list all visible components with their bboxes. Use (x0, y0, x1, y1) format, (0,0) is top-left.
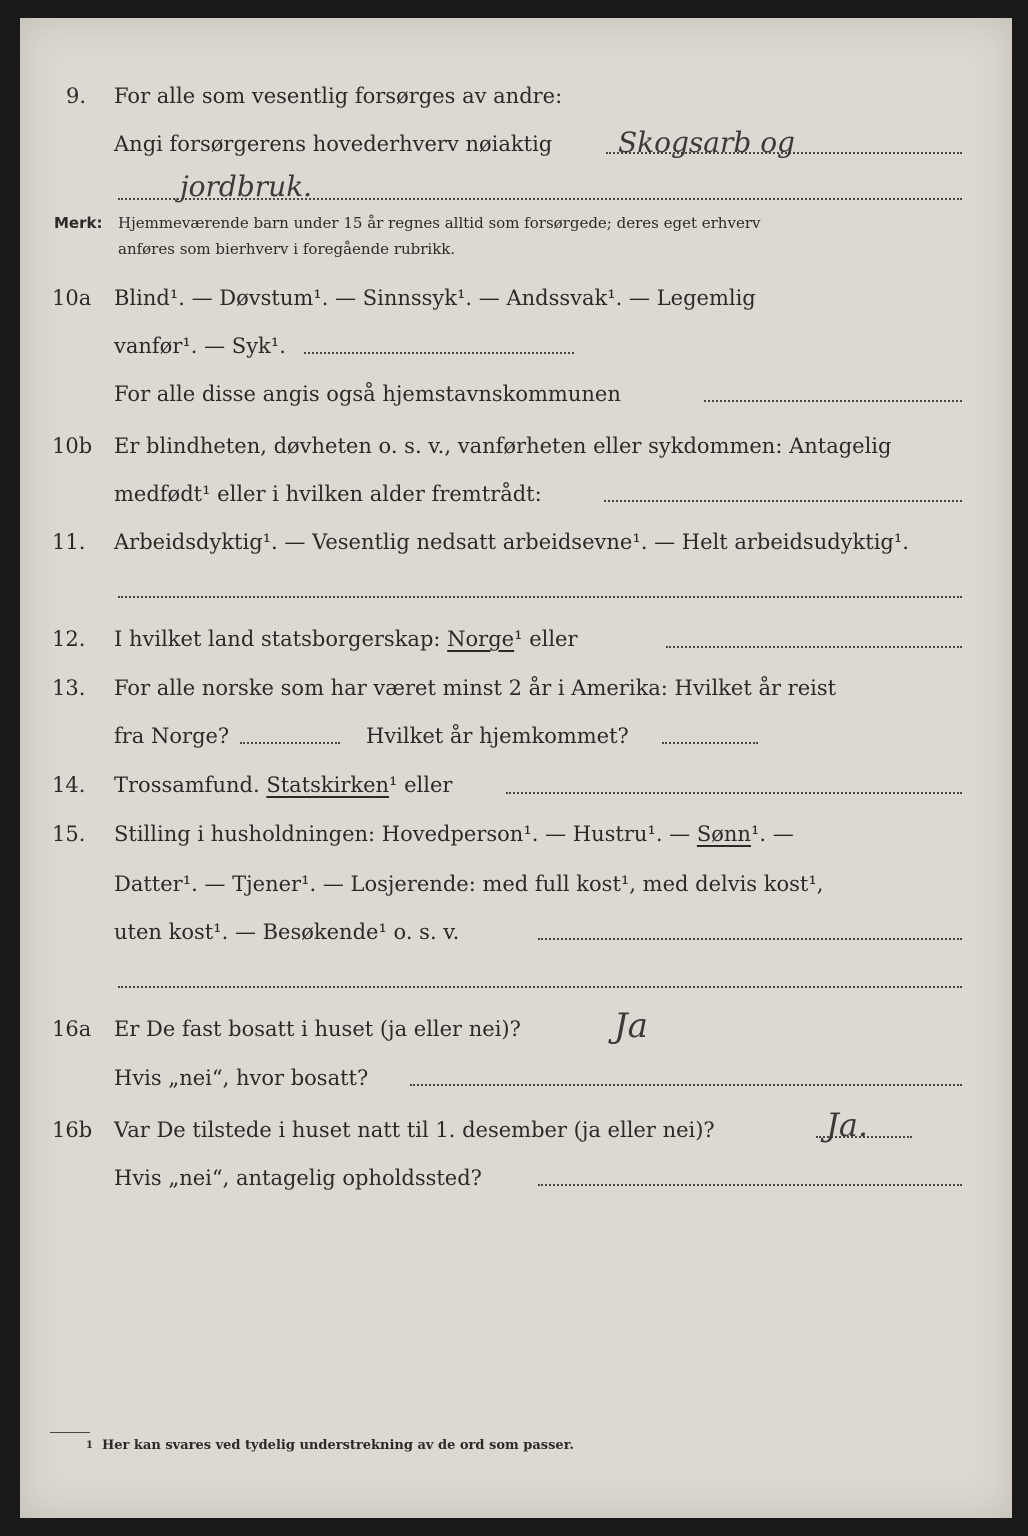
q14-text-a: Trossamfund. (114, 773, 260, 797)
q11-dotted-line (118, 596, 962, 598)
q13-dotted-line-2 (662, 742, 758, 744)
q13-dotted-line (240, 742, 340, 744)
q15-number: 15. (52, 822, 86, 846)
q11-line1: Arbeidsdyktig¹. — Vesentlig nedsatt arbeidsevne¹. — Helt arbeidsudyktig¹. (114, 530, 909, 554)
q9-line2: Angi forsørgerens hovederhverv nøiaktig (114, 132, 553, 156)
q15-line2: Datter¹. — Tjener¹. — Losjerende: med full kost¹, med delvis kost¹, (114, 872, 824, 896)
q9-answer-handwritten-2[interactable]: jordbruk. (180, 170, 313, 203)
q10a-dotted-line (304, 352, 574, 354)
q10b-line2: medfødt¹ eller i hvilken alder fremtrådt: (114, 482, 542, 506)
q14-dotted-line (506, 792, 962, 794)
q12-text-b: ¹ eller (514, 627, 578, 651)
q15-dotted-line-2 (118, 986, 962, 988)
q16b-line2: Hvis „nei“, antagelig opholdssted? (114, 1166, 482, 1190)
q10a-dotted-line-2 (704, 400, 962, 402)
q16a-line2: Hvis „nei“, hvor bosatt? (114, 1066, 369, 1090)
q12-number: 12. (52, 627, 86, 651)
q16a-line1: Er De fast bosatt i huset (ja eller nei)? (114, 1017, 521, 1041)
q13-line1: For alle norske som har været minst 2 år i Amerika: Hvilket år reist (114, 676, 837, 700)
q9-line1: For alle som vesentlig forsørges av andre: (114, 84, 563, 108)
q9-answer-handwritten[interactable]: Skogsarb og (618, 126, 795, 159)
q12-text-a: I hvilket land statsborgerskap: (114, 627, 441, 651)
q15-dotted-line (538, 938, 962, 940)
q14-text-b: ¹ eller (389, 773, 453, 797)
q12-line (114, 625, 578, 653)
q16a-dotted-line (410, 1084, 962, 1086)
q16b-line1: Var De tilstede i huset natt til 1. desember (ja eller nei)? (114, 1118, 715, 1142)
q16b-answer-handwritten[interactable]: Ja. (826, 1106, 869, 1144)
q12-answer-norge: Norge (447, 627, 515, 651)
q13-line2b: Hvilket år hjemkommet? (366, 724, 629, 748)
q9-number: 9. (66, 84, 87, 108)
q15-line1b: ¹. — (750, 822, 794, 846)
q15-line1a: Stilling i husholdningen: Hovedperson¹. — Hustru¹. — (114, 822, 691, 846)
q16a-answer-handwritten[interactable]: Ja (614, 1006, 648, 1046)
q11-number: 11. (52, 530, 86, 554)
q10a-line3: For alle disse angis også hjemstavnskommunen (114, 382, 621, 406)
q10b-line1: Er blindheten, døvheten o. s. v., vanførheten eller sykdommen: Antagelig (114, 434, 892, 458)
q13-line2a: fra Norge? (114, 724, 230, 748)
q16b-dotted-line-2 (538, 1184, 962, 1186)
merk-line1: Hjemmeværende barn under 15 år regnes alltid som forsørgede; deres eget erhverv (118, 214, 761, 232)
q14-line (114, 771, 452, 799)
q16b-number: 16b (52, 1118, 93, 1142)
q15-line1 (114, 820, 794, 848)
q10b-dotted-line (604, 500, 962, 502)
footnote-mark: 1 (86, 1440, 93, 1451)
q10a-line1: Blind¹. — Døvstum¹. — Sinnssyk¹. — Andssvak¹. — Legemlig (114, 286, 756, 310)
q10a-line2: vanfør¹. — Syk¹. (114, 334, 286, 358)
q12-dotted-line (666, 646, 962, 648)
footnote-text: Her kan svares ved tydelig understrekning av de ord som passer. (102, 1438, 574, 1453)
q10a-number: 10a (52, 286, 92, 310)
footnote-divider (50, 1432, 90, 1433)
q15-line3: uten kost¹. — Besøkende¹ o. s. v. (114, 920, 460, 944)
q14-number: 14. (52, 773, 86, 797)
q16a-number: 16a (52, 1017, 92, 1041)
q10b-number: 10b (52, 434, 93, 458)
merk-line2: anføres som bierhverv i foregående rubrikk. (118, 240, 456, 258)
q15-answer-sonn: Sønn (696, 822, 751, 846)
q13-number: 13. (52, 676, 86, 700)
merk-label: Merk: (54, 214, 103, 232)
q14-answer-statskirken: Statskirken (266, 773, 390, 797)
